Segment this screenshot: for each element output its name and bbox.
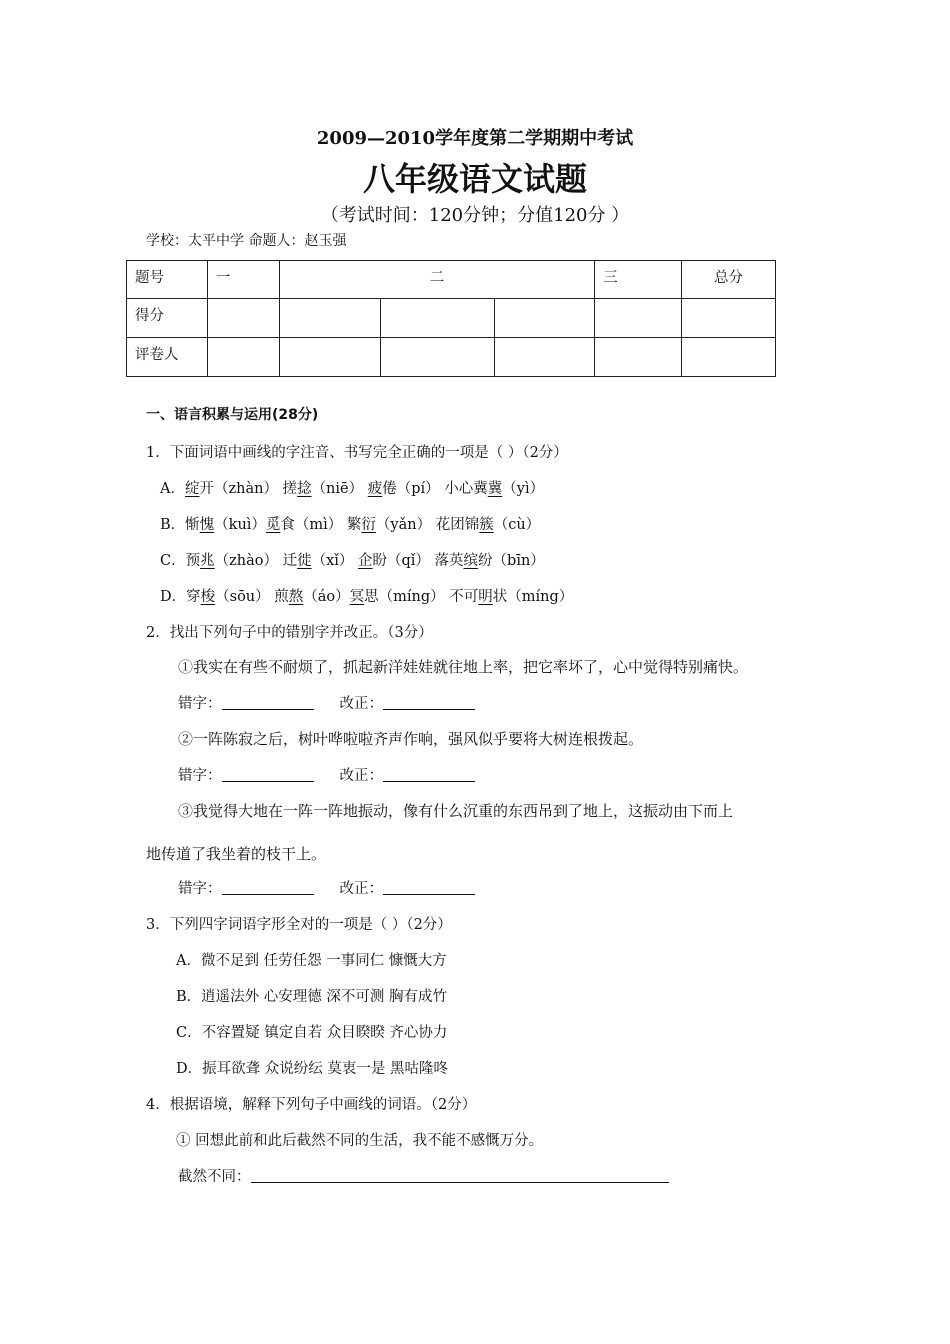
- table-row: [127, 299, 776, 338]
- q2-sentence-1: ①我实在有些不耐烦了，抓起新洋娃娃就往地上率，把它率坏了，心中觉得特别痛快。: [178, 658, 749, 676]
- header-cell: 题号: [127, 261, 208, 299]
- underlined-char: 绽: [184, 481, 200, 497]
- option-text: （yǎn） 花团锦: [375, 517, 480, 533]
- exam-title: 2009—2010学年度第二学期期中考试: [316, 128, 634, 149]
- option-text: （kuì）: [214, 517, 266, 533]
- fix-label: 改正：: [339, 768, 383, 784]
- score-cell[interactable]: [380, 299, 495, 338]
- q1-option-a: [160, 477, 544, 498]
- q3-option-d: D．振耳欲聋 众说纷纭 莫衷一是 黑咕隆咚: [176, 1061, 448, 1077]
- header-cell: 二: [279, 261, 594, 299]
- question-3-stem: 3．下列四字词语字形全对的一项是（ ）（2分）: [146, 917, 452, 933]
- option-text: 倦（pí） 小心冀: [382, 481, 488, 497]
- grader-cell[interactable]: [495, 338, 595, 377]
- q2-answer-row-1: [178, 692, 475, 713]
- underlined-char: 徙: [297, 553, 312, 569]
- q2-sentence-3b: 地传道了我坐着的枝干上。: [146, 845, 327, 863]
- option-text: A．: [160, 481, 185, 497]
- option-text: 状（míng）: [492, 589, 574, 605]
- q1-option-d: [160, 585, 573, 606]
- option-text: （zhào） 迁: [214, 553, 298, 569]
- wrong-char-label: 错字：: [178, 881, 222, 897]
- header-cell: 总分: [682, 261, 776, 299]
- score-cell[interactable]: [682, 299, 776, 338]
- underlined-char: 疲: [367, 481, 383, 497]
- score-cell[interactable]: [207, 299, 279, 338]
- option-text: （áo）: [303, 589, 350, 605]
- main-title: 八年级语文试题: [362, 160, 587, 198]
- option-text: （sōu） 煎: [215, 589, 289, 605]
- q1-option-c: [160, 549, 545, 570]
- grader-cell[interactable]: [380, 338, 495, 377]
- question-1-stem: 1．下面词语中画线的字注音、书写完全正确的一项是（ ）（2分）: [146, 445, 568, 461]
- underlined-char: 企: [358, 553, 373, 569]
- option-text: （niē）: [311, 481, 368, 497]
- fix-blank[interactable]: [383, 880, 475, 895]
- q2-answer-row-3: [178, 877, 475, 898]
- option-text: （yì）: [502, 481, 545, 497]
- option-text: （xǐ）: [311, 553, 359, 569]
- q3-option-c: C．不容置疑 镇定自若 众目睽睽 齐心协力: [176, 1025, 448, 1041]
- q1-option-b: [160, 513, 540, 534]
- underlined-char: 捻: [297, 481, 312, 497]
- question-4-stem: 4．根据语境，解释下列句子中画线的词语。（2分）: [146, 1097, 477, 1113]
- question-2-stem: 2．找出下列句子中的错别字并改正。（3分）: [146, 625, 433, 641]
- wrong-char-label: 错字：: [178, 696, 222, 712]
- section-title: 一、语言积累与运用(28分): [146, 407, 319, 423]
- header-cell: 一: [207, 261, 279, 299]
- underlined-char: 冀: [487, 481, 503, 497]
- q3-option-b: B．逍遥法外 心安理德 深不可测 胸有成竹: [176, 989, 447, 1005]
- grader-cell[interactable]: [682, 338, 776, 377]
- option-text: 食（mì） 繁: [280, 517, 362, 533]
- q3-option-a: A．微不足到 任劳任怨 一事同仁 慷慨大方: [176, 953, 447, 969]
- underlined-char: 兆: [200, 553, 215, 569]
- grader-cell[interactable]: [595, 338, 682, 377]
- grader-cell[interactable]: [279, 338, 380, 377]
- underlined-char: 梭: [200, 589, 216, 605]
- option-text: C．预: [160, 553, 201, 569]
- score-cell[interactable]: [495, 299, 595, 338]
- q2-answer-row-2: [178, 764, 475, 785]
- wrong-char-blank[interactable]: [222, 695, 314, 710]
- school-info: 学校：太平中学 命题人：赵玉强: [146, 233, 347, 249]
- underlined-char: 愧: [199, 517, 215, 533]
- table-row: [127, 261, 776, 299]
- score-cell[interactable]: [595, 299, 682, 338]
- q4-answer-row: [178, 1165, 669, 1186]
- underlined-char: 觅: [265, 517, 281, 533]
- underlined-char: 明: [478, 589, 493, 605]
- header-cell: 三: [595, 261, 682, 299]
- table-row: [127, 338, 776, 377]
- fix-label: 改正：: [339, 881, 383, 897]
- underlined-char: 熬: [288, 589, 304, 605]
- option-text: 开（zhàn） 搓: [199, 481, 298, 497]
- option-text: 盼（qǐ） 落英: [372, 553, 464, 569]
- underlined-char: 衍: [361, 517, 376, 533]
- row-label: 得分: [127, 299, 208, 338]
- underlined-char: 缤: [463, 553, 479, 569]
- grader-cell[interactable]: [207, 338, 279, 377]
- fix-blank[interactable]: [383, 767, 475, 782]
- wrong-char-blank[interactable]: [222, 767, 314, 782]
- score-table: [126, 260, 776, 377]
- wrong-char-label: 错字：: [178, 768, 222, 784]
- score-cell[interactable]: [279, 299, 380, 338]
- row-label: 评卷人: [127, 338, 208, 377]
- q4-sentence-1: ① 回想此前和此后截然不同的生活，我不能不感慨万分。: [176, 1133, 544, 1149]
- option-text: 纷（bīn）: [478, 553, 545, 569]
- answer-blank[interactable]: [251, 1168, 669, 1183]
- underlined-char: 冥: [349, 589, 365, 605]
- wrong-char-blank[interactable]: [222, 880, 314, 895]
- fix-label: 改正：: [339, 696, 383, 712]
- option-text: 思（míng） 不可: [364, 589, 479, 605]
- q2-sentence-2: ②一阵陈寂之后，树叶哗啦啦齐声作响，强风似乎要将大树连根拨起。: [178, 730, 644, 748]
- q2-sentence-3a: ③我觉得大地在一阵一阵地振动，像有什么沉重的东西吊到了地上，这振动由下而上: [178, 802, 734, 820]
- underlined-char: 簇: [479, 517, 494, 533]
- fix-blank[interactable]: [383, 695, 475, 710]
- option-text: （cù）: [493, 517, 541, 533]
- answer-label: 截然不同：: [178, 1169, 251, 1185]
- option-text: D．穿: [160, 589, 201, 605]
- option-text: B．惭: [160, 517, 200, 533]
- exam-info: （考试时间：120分钟；分值120分 ）: [320, 205, 630, 226]
